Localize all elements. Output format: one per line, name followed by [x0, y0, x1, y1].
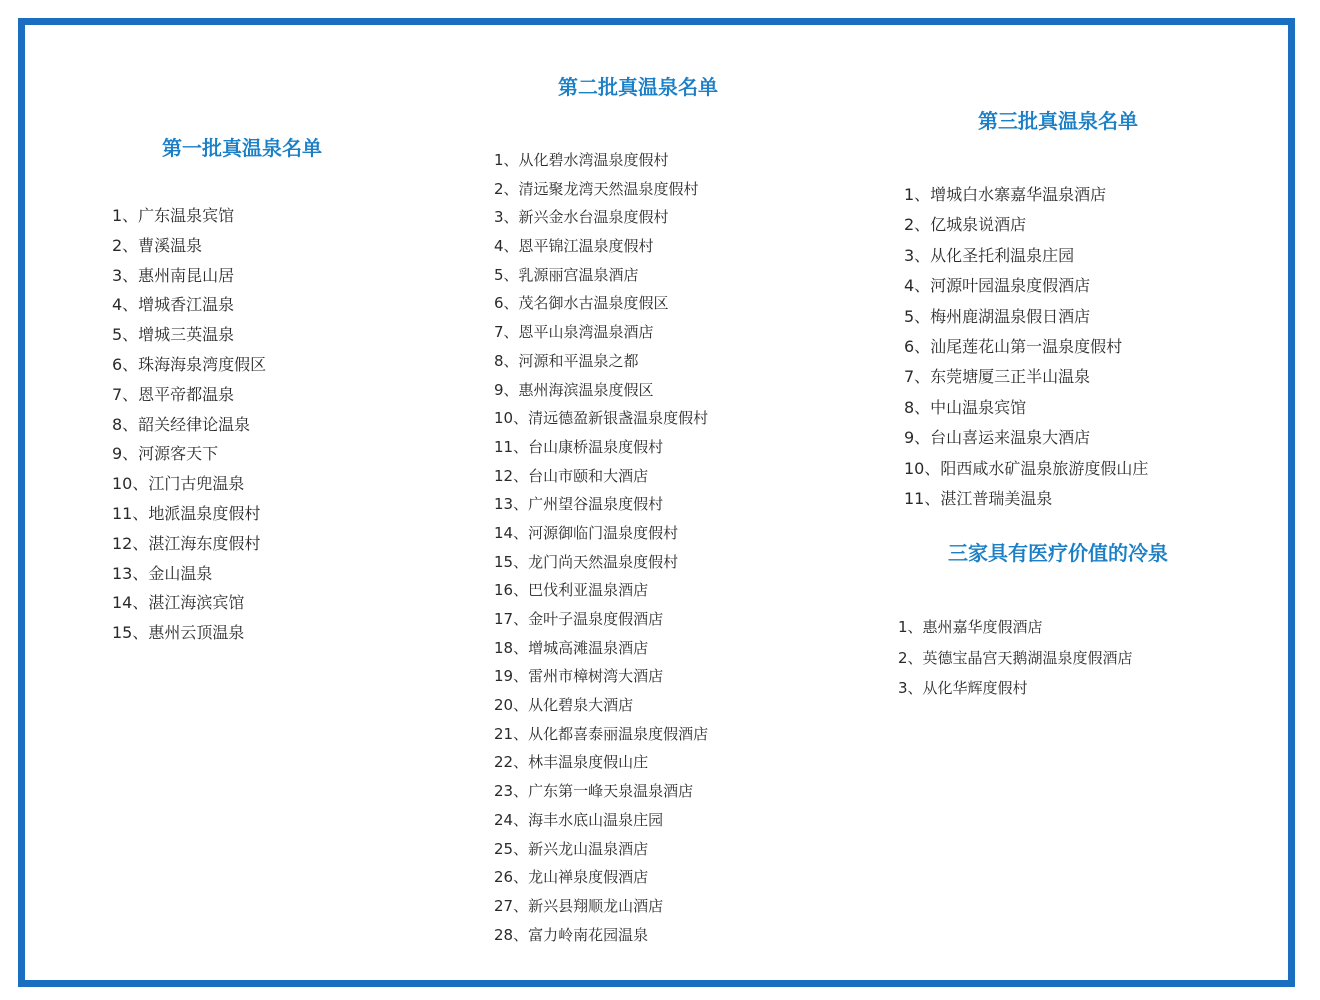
batch3-item: 9、台山喜运来温泉大酒店	[904, 428, 1091, 448]
batch2-item: 10、清远德盈新银盏温泉度假村	[494, 409, 709, 428]
batch3-item: 7、东莞塘厦三正半山温泉	[904, 367, 1091, 387]
batch2-item: 5、乳源丽宫温泉酒店	[494, 265, 639, 284]
batch1-item: 1、广东温泉宾馆	[112, 206, 235, 225]
batch2-title: 第二批真温泉名单	[558, 75, 718, 99]
batch3-list	[904, 180, 1148, 514]
batch2-list	[494, 146, 718, 949]
batch3-item: 6、汕尾莲花山第一温泉度假村	[904, 336, 1123, 356]
batch1-item: 9、河源客天下	[112, 444, 219, 464]
batch1-item: 7、恩平帝都温泉	[112, 384, 235, 404]
cold-springs-section	[898, 537, 1168, 704]
batch1-item: 13、金山温泉	[112, 563, 213, 583]
batch2-item: 16、巴伐利亚温泉酒店	[494, 581, 649, 600]
batch3-item: 10、阳西咸水矿温泉旅游度假山庄	[904, 458, 1149, 478]
batch2-item: 8、河源和平温泉之都	[494, 351, 639, 370]
cold-spring-item: 1、惠州嘉华度假酒店	[898, 618, 1043, 636]
batch2-item: 27、新兴县翔顺龙山酒店	[494, 896, 664, 915]
batch1-item: 2、曹溪温泉	[112, 235, 203, 255]
batch2-item: 15、龙门尚天然温泉度假村	[494, 552, 679, 571]
batch2-item: 25、新兴龙山温泉酒店	[494, 839, 649, 858]
batch3-item: 5、梅州鹿湖温泉假日酒店	[904, 306, 1091, 326]
batch1-item: 10、江门古兜温泉	[112, 474, 245, 494]
batch2-item: 4、恩平锦江温泉度假村	[494, 237, 654, 256]
batch1-item: 4、增城香江温泉	[112, 295, 235, 315]
batch1-item: 15、惠州云顶温泉	[112, 623, 245, 643]
batch2-item: 13、广州望谷温泉度假村	[494, 495, 664, 514]
batch1-item: 12、湛江海东度假村	[112, 533, 261, 553]
batch2-item: 26、龙山禅泉度假酒店	[494, 868, 649, 887]
cold-spring-item: 3、从化华辉度假村	[898, 679, 1028, 697]
cold-spring-item: 2、英德宝晶宫天鹅湖温泉度假酒店	[898, 648, 1133, 667]
cold-springs-title: 三家具有医疗价值的冷泉	[948, 541, 1168, 565]
batch1-item: 5、增城三英温泉	[112, 325, 235, 345]
batch3-item: 2、亿城泉说酒店	[904, 215, 1027, 235]
batch2-item: 3、新兴金水台温泉度假村	[494, 208, 669, 227]
batch3-item: 3、从化圣托利温泉庄园	[904, 245, 1075, 265]
batch2-item: 1、从化碧水湾温泉度假村	[494, 151, 669, 169]
batch3-item: 8、中山温泉宾馆	[904, 397, 1027, 417]
batch2-item: 2、清远聚龙湾天然温泉度假村	[494, 179, 699, 198]
batch2-item: 17、金叶子温泉度假酒店	[494, 610, 664, 628]
batch2-item: 21、从化都喜泰丽温泉度假酒店	[494, 724, 709, 743]
batch1-item: 8、韶关经律论温泉	[112, 414, 251, 434]
batch1-item: 11、地派温泉度假村	[112, 503, 261, 523]
batch2-item: 28、富力岭南花园温泉	[494, 925, 649, 944]
batch3-item: 4、河源叶园温泉度假酒店	[904, 276, 1091, 296]
batch2-item: 6、茂名御水古温泉度假区	[494, 294, 669, 313]
batch2-item: 12、台山市颐和大酒店	[494, 466, 649, 485]
batch1-item: 6、珠海海泉湾度假区	[112, 354, 267, 374]
batch3-item: 11、湛江普瑞美温泉	[904, 488, 1053, 508]
batch1-list	[112, 201, 322, 648]
batch1-item: 3、惠州南昆山居	[112, 265, 235, 285]
batch2-item: 18、增城高滩温泉酒店	[494, 638, 649, 657]
batch2-item: 20、从化碧泉大酒店	[494, 696, 634, 715]
cold-springs-list	[898, 612, 1168, 704]
batch3-section	[904, 105, 1148, 514]
batch1-title: 第一批真温泉名单	[162, 136, 322, 160]
batch2-item: 11、台山康桥温泉度假村	[494, 437, 664, 456]
batch1-section	[112, 132, 322, 648]
batch3-item: 1、增城白水寨嘉华温泉酒店	[904, 185, 1107, 204]
batch3-title: 第三批真温泉名单	[978, 109, 1138, 133]
batch1-item: 14、湛江海滨宾馆	[112, 593, 245, 613]
batch2-item: 24、海丰水底山温泉庄园	[494, 810, 664, 829]
batch2-item: 23、广东第一峰天泉温泉酒店	[494, 782, 694, 801]
batch2-item: 9、惠州海滨温泉度假区	[494, 380, 654, 399]
batch2-item: 22、林丰温泉度假山庄	[494, 753, 649, 772]
batch2-section	[494, 71, 718, 949]
batch2-item: 19、雷州市樟树湾大酒店	[494, 667, 664, 686]
batch2-item: 14、河源御临门温泉度假村	[494, 523, 679, 542]
batch2-item: 7、恩平山泉湾温泉酒店	[494, 323, 654, 342]
